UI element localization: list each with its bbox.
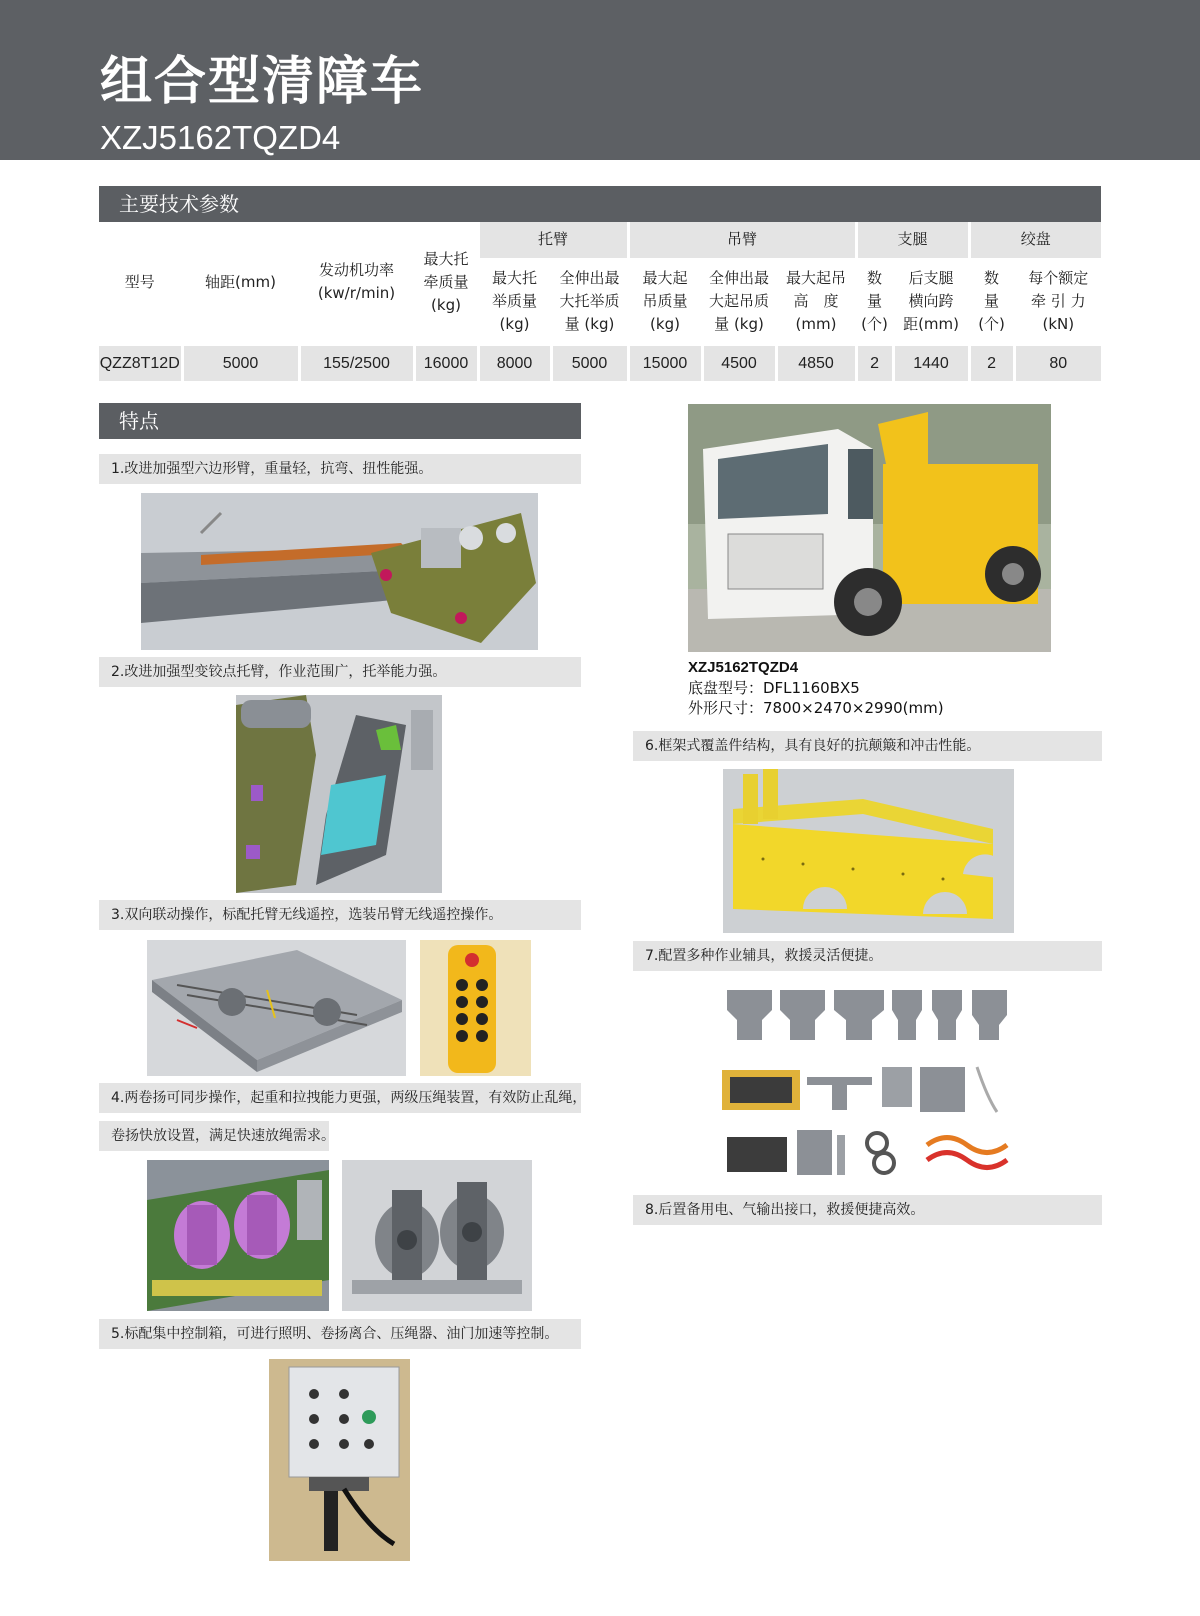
cell-max-height: 4850 [776, 344, 856, 382]
feature-3: 3.双向联动操作，标配托臂无线遥控，选装吊臂无线遥控操作。 [99, 900, 581, 930]
header-max-crane: 最大起 吊质量 (kg) [628, 259, 702, 344]
header-leg-count: 数 量 (个) [856, 259, 893, 344]
group-winch: 绞盘 [969, 222, 1101, 259]
chassis-caption: 底盘型号：DFL1160BX5 [688, 679, 860, 697]
header-model: 型号 [99, 222, 182, 344]
page-header [0, 0, 1200, 160]
cell-engine: 155/2500 [299, 344, 414, 382]
page-title: 组合型清障车 [100, 52, 425, 112]
features-section-title: 特点 [99, 403, 581, 439]
header-ext-lift: 全伸出最 大托举质 量 (kg) [551, 259, 628, 344]
spec-table [99, 222, 1101, 384]
control-box-image [269, 1359, 410, 1561]
spec-data-row [99, 344, 1101, 382]
header-winch-count: 数 量 (个) [969, 259, 1014, 344]
cell-winch-pull: 80 [1014, 344, 1101, 382]
hexagonal-arm-image [141, 493, 538, 650]
vehicle-model-caption: XZJ5162TQZD4 [688, 659, 799, 676]
cell-max-tow: 16000 [414, 344, 478, 382]
cell-max-lift: 8000 [478, 344, 551, 382]
feature-8: 8.后置备用电、气输出接口，救援便捷高效。 [633, 1195, 1102, 1225]
feature-4-continued: 卷扬快放设置，满足快速放绳需求。 [99, 1121, 329, 1151]
truck-photo [688, 404, 1051, 652]
header-leg-span: 后支腿 横向跨 距(mm) [893, 259, 969, 344]
group-tow-arm: 托臂 [478, 222, 628, 259]
feature-1: 1.改进加强型六边形臂，重量轻，抗弯、扭性能强。 [99, 454, 581, 484]
header-engine: 发动机功率 (kw/r/min) [299, 222, 414, 344]
cell-model: QZZ8T12D [99, 344, 182, 382]
group-boom: 吊臂 [628, 222, 856, 259]
winch-color-image [147, 1160, 329, 1311]
group-outrigger: 支腿 [856, 222, 969, 259]
remote-control-frame-image [147, 940, 406, 1076]
model-number: XZJ5162TQZD4 [100, 119, 341, 156]
header-winch-pull: 每个额定 牵 引 力 (kN) [1014, 259, 1101, 344]
cell-ext-lift: 5000 [551, 344, 628, 382]
feature-7: 7.配置多种作业辅具，救援灵活便捷。 [633, 941, 1102, 971]
cell-winch-count: 2 [969, 344, 1014, 382]
tools-image [722, 985, 1014, 1180]
dimensions-caption: 外形尺寸：7800×2470×2990(mm) [688, 699, 944, 717]
remote-control-image [420, 940, 531, 1076]
feature-5: 5.标配集中控制箱，可进行照明、卷扬离合、压绳器、油门加速等控制。 [99, 1319, 581, 1349]
cell-wheelbase: 5000 [182, 344, 299, 382]
feature-4: 4.两卷扬可同步操作，起重和拉拽能力更强，两级压绳装置，有效防止乱绳， [99, 1083, 581, 1113]
winch-gray-image [342, 1160, 532, 1311]
header-max-height: 最大起吊 高 度 (mm) [776, 259, 856, 344]
tow-arm-image [236, 695, 442, 893]
frame-cover-image [723, 769, 1014, 933]
cell-leg-span: 1440 [893, 344, 969, 382]
spec-section-title: 主要技术参数 [99, 186, 1101, 222]
feature-2: 2.改进加强型变铰点托臂，作业范围广，托举能力强。 [99, 657, 581, 687]
header-ext-crane: 全伸出最 大起吊质 量 (kg) [702, 259, 776, 344]
cell-max-crane: 15000 [628, 344, 702, 382]
cell-ext-crane: 4500 [702, 344, 776, 382]
cell-leg-count: 2 [856, 344, 893, 382]
header-wheelbase: 轴距(mm) [182, 222, 299, 344]
header-max-tow: 最大托 牵质量 (kg) [414, 222, 478, 344]
header-max-lift: 最大托 举质量 (kg) [478, 259, 551, 344]
feature-6: 6.框架式覆盖件结构，具有良好的抗颠簸和冲击性能。 [633, 731, 1102, 761]
